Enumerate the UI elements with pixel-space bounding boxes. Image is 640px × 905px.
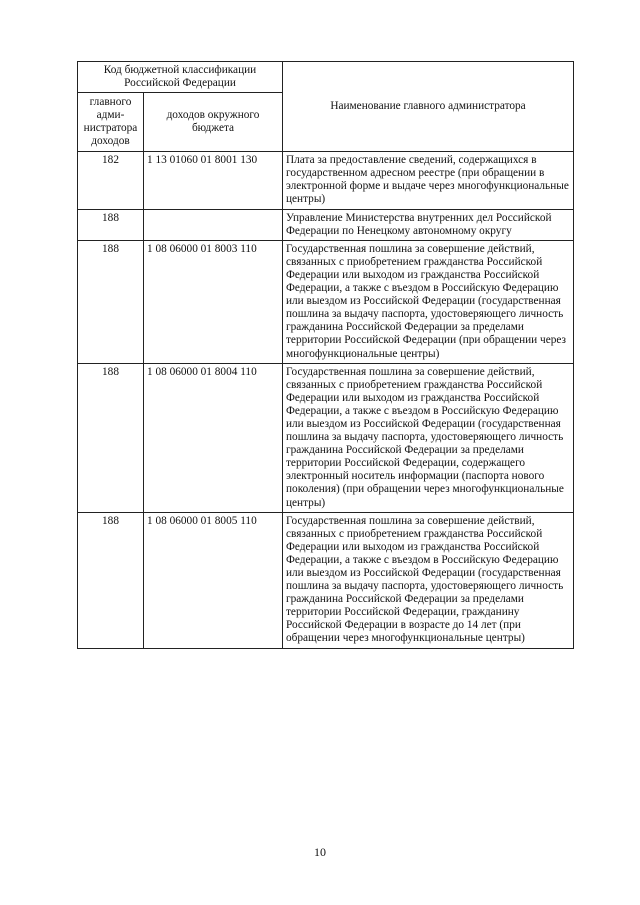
cell-revenue-code: 1 08 06000 01 8004 110 [144,363,283,512]
cell-revenue-code [144,209,283,240]
cell-administrator-name: Государственная пошлина за совершение действий, связанных с приобретением гражданства Российской Федерации или выходом из гражданства Российской Федерации, а также с въездом в Российскую Федерацию или выездом из Российской Федерации (государственная пошлина за выдачу паспорта, удостоверяющего личность гражданина Российской Федерации за пределами территории Российской Федерации (при обращении через многофункциональные центры) [283,240,574,363]
cell-admin-code: 182 [78,152,144,209]
header-group-title: Код бюджетной классификации Российской Федерации [78,62,283,93]
header-col-revenue: доходов окружного бюджета [144,93,283,152]
cell-administrator-name: Государственная пошлина за совершение действий, связанных с приобретением гражданства Российской Федерации или выходом из гражданства Российской Федерации, а также с въездом в Российскую Федерацию или выездом из Российской Федерации (государственная пошлина за выдачу паспорта, удостоверяющего личность гражданина Российской Федерации за пределами территории Российской Федерации, гражданину Российской Федерации в возрасте до 14 лет (при обращении через многофункциональные центры) [283,512,574,648]
cell-admin-code: 188 [78,240,144,363]
header-col-admin: главного адми-нистратора доходов [78,93,144,152]
table-row [78,209,574,240]
header-col-name: Наименование главного администратора [283,62,574,152]
cell-admin-code: 188 [78,209,144,240]
cell-admin-code: 188 [78,512,144,648]
table-row [78,363,574,512]
budget-classification-table [77,61,574,649]
table-row [78,152,574,209]
page-number: 10 [314,845,326,859]
table-row [78,512,574,648]
cell-administrator-name: Плата за предоставление сведений, содержащихся в государственном адресном реестре (при обращении в электронной форме и выдаче через многофункциональные центры) [283,152,574,209]
table-row [78,240,574,363]
cell-revenue-code: 1 08 06000 01 8005 110 [144,512,283,648]
cell-administrator-name: Управление Министерства внутренних дел Российской Федерации по Ненецкому автономному округу [283,209,574,240]
cell-revenue-code: 1 13 01060 01 8001 130 [144,152,283,209]
header-row-top [78,62,574,93]
cell-revenue-code: 1 08 06000 01 8003 110 [144,240,283,363]
cell-admin-code: 188 [78,363,144,512]
cell-administrator-name: Государственная пошлина за совершение действий, связанных с приобретением гражданства Российской Федерации или выходом из гражданства Российской Федерации, а также с въездом в Российскую Федерацию или выездом из Российской Федерации (государственная пошлина за выдачу паспорта, удостоверяющего личность гражданина Российской Федерации за пределами территории Российской Федерации, содержащего электронный носитель информации (паспорта нового поколения) (при обращении через многофункциональные центры) [283,363,574,512]
